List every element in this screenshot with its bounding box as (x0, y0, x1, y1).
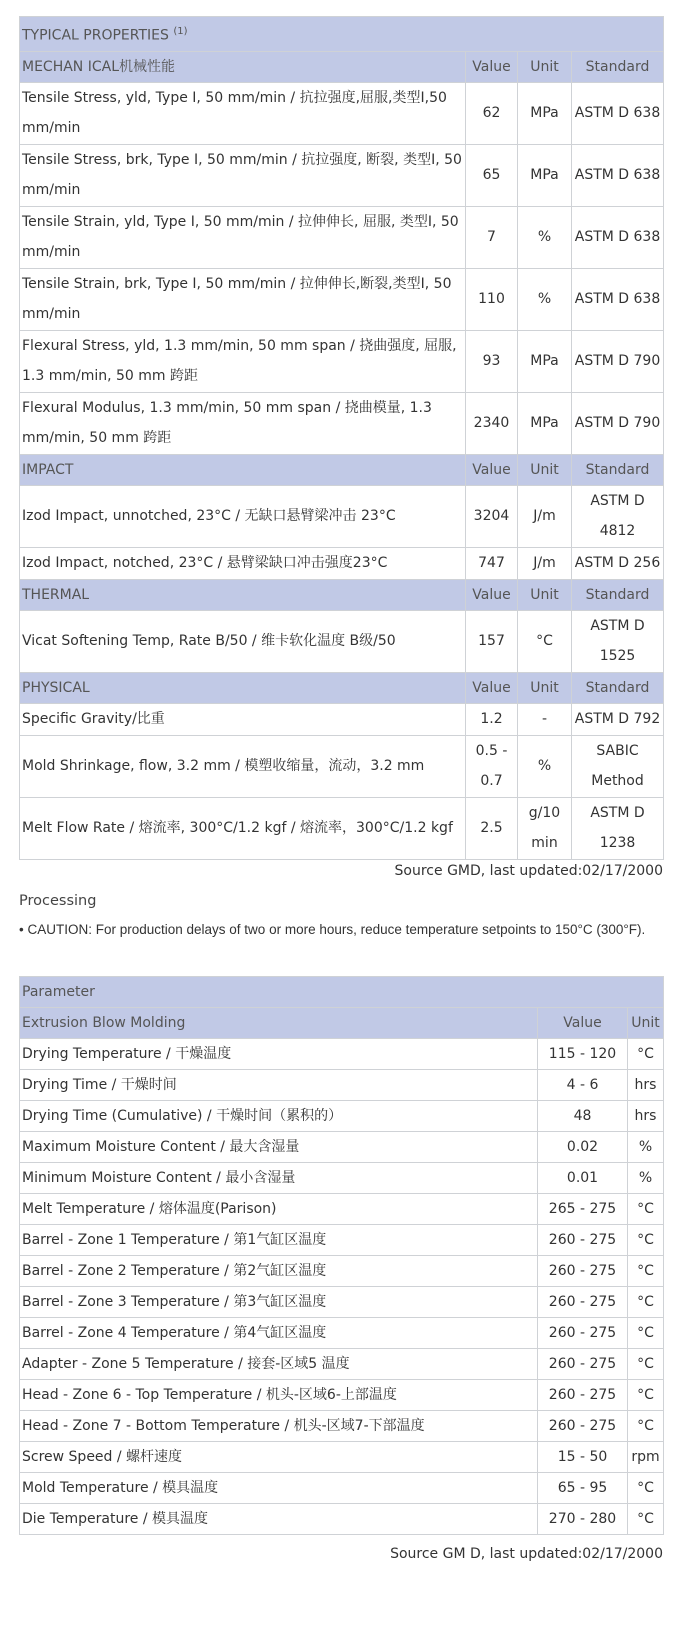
property-name: Flexural Stress, yld, 1.3 mm/min, 50 mm span / 挠曲强度, 屈服, 1.3 mm/min, 50 mm 跨距 (20, 330, 466, 392)
property-value: 65 (466, 144, 518, 206)
processing-row (20, 1411, 664, 1442)
property-row (20, 485, 664, 547)
parameter-label: Parameter (20, 977, 664, 1008)
parameter-value: 265 - 275 (538, 1194, 628, 1225)
processing-row (20, 1225, 664, 1256)
parameter-unit: °C (628, 1287, 664, 1318)
property-unit: % (518, 206, 572, 268)
header-standard: Standard (572, 51, 664, 82)
property-value: 1.2 (466, 703, 518, 735)
property-standard: ASTM D 638 (572, 82, 664, 144)
processing-title: Processing (19, 893, 97, 909)
header-value: Value (466, 579, 518, 610)
property-row (20, 392, 664, 454)
parameter-name: Drying Time (Cumulative) / 干燥时间（累积的） (20, 1101, 538, 1132)
property-unit: MPa (518, 82, 572, 144)
property-row (20, 547, 664, 579)
property-value: 110 (466, 268, 518, 330)
property-unit: % (518, 735, 572, 797)
processing-row (20, 1163, 664, 1194)
section-name: THERMAL (20, 579, 466, 610)
parameter-value: 65 - 95 (538, 1473, 628, 1504)
property-value: 0.5 - 0.7 (466, 735, 518, 797)
header-unit: Unit (518, 672, 572, 703)
properties-table (19, 16, 664, 860)
parameter-value: 4 - 6 (538, 1070, 628, 1101)
property-unit: MPa (518, 392, 572, 454)
section-header-row (20, 51, 664, 82)
processing-table (19, 976, 664, 1535)
property-unit: J/m (518, 485, 572, 547)
parameter-row (20, 977, 664, 1008)
property-standard: ASTM D 1238 (572, 797, 664, 859)
parameter-name: Mold Temperature / 模具温度 (20, 1473, 538, 1504)
header-value: Value (466, 454, 518, 485)
property-row (20, 206, 664, 268)
processing-row (20, 1318, 664, 1349)
processing-row (20, 1132, 664, 1163)
section-header-row (20, 672, 664, 703)
property-value: 2.5 (466, 797, 518, 859)
parameter-value: 48 (538, 1101, 628, 1132)
processing-header-row (20, 1008, 664, 1039)
property-row (20, 330, 664, 392)
processing-row (20, 1504, 664, 1535)
processing-row (20, 1380, 664, 1411)
property-standard: SABIC Method (572, 735, 664, 797)
header-unit: Unit (518, 454, 572, 485)
property-name: Flexural Modulus, 1.3 mm/min, 50 mm span / 挠曲模量, 1.3 mm/min, 50 mm 跨距 (20, 392, 466, 454)
processing-row (20, 1194, 664, 1225)
parameter-unit: °C (628, 1349, 664, 1380)
property-row (20, 735, 664, 797)
header-value: Value (466, 51, 518, 82)
property-row (20, 703, 664, 735)
parameter-value: 260 - 275 (538, 1225, 628, 1256)
processing-row (20, 1039, 664, 1070)
parameter-unit: °C (628, 1256, 664, 1287)
parameter-value: 0.01 (538, 1163, 628, 1194)
parameter-name: Screw Speed / 螺杆速度 (20, 1442, 538, 1473)
processing-row (20, 1287, 664, 1318)
property-unit: MPa (518, 330, 572, 392)
section-header-row (20, 454, 664, 485)
processing-header-value: Value (538, 1008, 628, 1039)
caution-note: • CAUTION: For production delays of two or more hours, reduce temperature setpoints to 150°C (300°F). (19, 922, 646, 937)
property-unit: J/m (518, 547, 572, 579)
parameter-value: 270 - 280 (538, 1504, 628, 1535)
property-unit: °C (518, 610, 572, 672)
property-name: Izod Impact, notched, 23°C / 悬臂梁缺口冲击强度23°C (20, 547, 466, 579)
property-standard: ASTM D 790 (572, 330, 664, 392)
property-name: Tensile Stress, brk, Type I, 50 mm/min / 抗拉强度, 断裂, 类型I, 50 mm/min (20, 144, 466, 206)
properties-title-row (20, 17, 664, 52)
parameter-value: 260 - 275 (538, 1287, 628, 1318)
processing-row (20, 1101, 664, 1132)
parameter-value: 260 - 275 (538, 1318, 628, 1349)
property-row (20, 610, 664, 672)
parameter-name: Adapter - Zone 5 Temperature / 接套-区域5 温度 (20, 1349, 538, 1380)
processing-row (20, 1473, 664, 1504)
property-name: Izod Impact, unnotched, 23°C / 无缺口悬臂梁冲击 23°C (20, 485, 466, 547)
property-name: Tensile Stress, yld, Type I, 50 mm/min / 抗拉强度,屈服,类型I,50 mm/min (20, 82, 466, 144)
processing-header-unit: Unit (628, 1008, 664, 1039)
property-value: 7 (466, 206, 518, 268)
parameter-unit: °C (628, 1318, 664, 1349)
parameter-value: 115 - 120 (538, 1039, 628, 1070)
processing-row (20, 1349, 664, 1380)
parameter-name: Head - Zone 6 - Top Temperature / 机头-区域6-上部温度 (20, 1380, 538, 1411)
header-standard: Standard (572, 672, 664, 703)
property-value: 157 (466, 610, 518, 672)
property-name: Tensile Strain, brk, Type I, 50 mm/min / 拉伸伸长,断裂,类型I, 50 mm/min (20, 268, 466, 330)
property-standard: ASTM D 1525 (572, 610, 664, 672)
header-standard: Standard (572, 454, 664, 485)
header-unit: Unit (518, 579, 572, 610)
processing-section-name: Extrusion Blow Molding (20, 1008, 538, 1039)
property-name: Melt Flow Rate / 熔流率, 300°C/1.2 kgf / 熔流率，300°C/1.2 kgf (20, 797, 466, 859)
parameter-unit: °C (628, 1473, 664, 1504)
property-row (20, 268, 664, 330)
parameter-unit: °C (628, 1225, 664, 1256)
property-value: 747 (466, 547, 518, 579)
property-name: Vicat Softening Temp, Rate B/50 / 维卡软化温度 B级/50 (20, 610, 466, 672)
parameter-name: Die Temperature / 模具温度 (20, 1504, 538, 1535)
parameter-name: Head - Zone 7 - Bottom Temperature / 机头-区域7-下部温度 (20, 1411, 538, 1442)
section-name: PHYSICAL (20, 672, 466, 703)
property-standard: ASTM D 792 (572, 703, 664, 735)
processing-row (20, 1070, 664, 1101)
property-standard: ASTM D 4812 (572, 485, 664, 547)
parameter-name: Drying Time / 干燥时间 (20, 1070, 538, 1101)
properties-source-note: Source GMD, last updated:02/17/2000 (394, 863, 663, 879)
processing-row (20, 1442, 664, 1473)
property-standard: ASTM D 790 (572, 392, 664, 454)
parameter-unit: °C (628, 1380, 664, 1411)
property-unit: g/10 min (518, 797, 572, 859)
parameter-unit: °C (628, 1411, 664, 1442)
parameter-name: Drying Temperature / 干燥温度 (20, 1039, 538, 1070)
parameter-name: Barrel - Zone 3 Temperature / 第3气缸区温度 (20, 1287, 538, 1318)
property-standard: ASTM D 638 (572, 144, 664, 206)
parameter-name: Barrel - Zone 2 Temperature / 第2气缸区温度 (20, 1256, 538, 1287)
property-name: Tensile Strain, yld, Type I, 50 mm/min / 拉伸伸长, 屈服, 类型I, 50 mm/min (20, 206, 466, 268)
processing-row (20, 1256, 664, 1287)
parameter-value: 15 - 50 (538, 1442, 628, 1473)
parameter-unit: °C (628, 1194, 664, 1225)
parameter-value: 260 - 275 (538, 1349, 628, 1380)
properties-title: TYPICAL PROPERTIES $^{(1)}$ (20, 17, 664, 52)
property-unit: - (518, 703, 572, 735)
property-row (20, 797, 664, 859)
header-standard: Standard (572, 579, 664, 610)
header-value: Value (466, 672, 518, 703)
property-standard: ASTM D 638 (572, 206, 664, 268)
parameter-value: 260 - 275 (538, 1411, 628, 1442)
parameter-value: 260 - 275 (538, 1380, 628, 1411)
parameter-unit: rpm (628, 1442, 664, 1473)
property-value: 93 (466, 330, 518, 392)
property-name: Specific Gravity/比重 (20, 703, 466, 735)
processing-source-note: Source GM D, last updated:02/17/2000 (390, 1546, 663, 1562)
parameter-unit: °C (628, 1039, 664, 1070)
parameter-name: Melt Temperature / 熔体温度(Parison) (20, 1194, 538, 1225)
parameter-value: 260 - 275 (538, 1256, 628, 1287)
parameter-name: Minimum Moisture Content / 最小含湿量 (20, 1163, 538, 1194)
parameter-unit: % (628, 1163, 664, 1194)
parameter-unit: hrs (628, 1101, 664, 1132)
property-row (20, 144, 664, 206)
parameter-name: Maximum Moisture Content / 最大含湿量 (20, 1132, 538, 1163)
parameter-name: Barrel - Zone 1 Temperature / 第1气缸区温度 (20, 1225, 538, 1256)
section-header-row (20, 579, 664, 610)
parameter-value: 0.02 (538, 1132, 628, 1163)
property-standard: ASTM D 256 (572, 547, 664, 579)
property-value: 62 (466, 82, 518, 144)
header-unit: Unit (518, 51, 572, 82)
property-value: 2340 (466, 392, 518, 454)
parameter-unit: hrs (628, 1070, 664, 1101)
parameter-unit: % (628, 1132, 664, 1163)
property-value: 3204 (466, 485, 518, 547)
section-name: IMPACT (20, 454, 466, 485)
parameter-unit: °C (628, 1504, 664, 1535)
property-row (20, 82, 664, 144)
property-unit: MPa (518, 144, 572, 206)
parameter-name: Barrel - Zone 4 Temperature / 第4气缸区温度 (20, 1318, 538, 1349)
property-standard: ASTM D 638 (572, 268, 664, 330)
property-name: Mold Shrinkage, flow, 3.2 mm / 模塑收缩量，流动，3.2 mm (20, 735, 466, 797)
section-name: MECHAN ICAL机械性能 (20, 51, 466, 82)
property-unit: % (518, 268, 572, 330)
